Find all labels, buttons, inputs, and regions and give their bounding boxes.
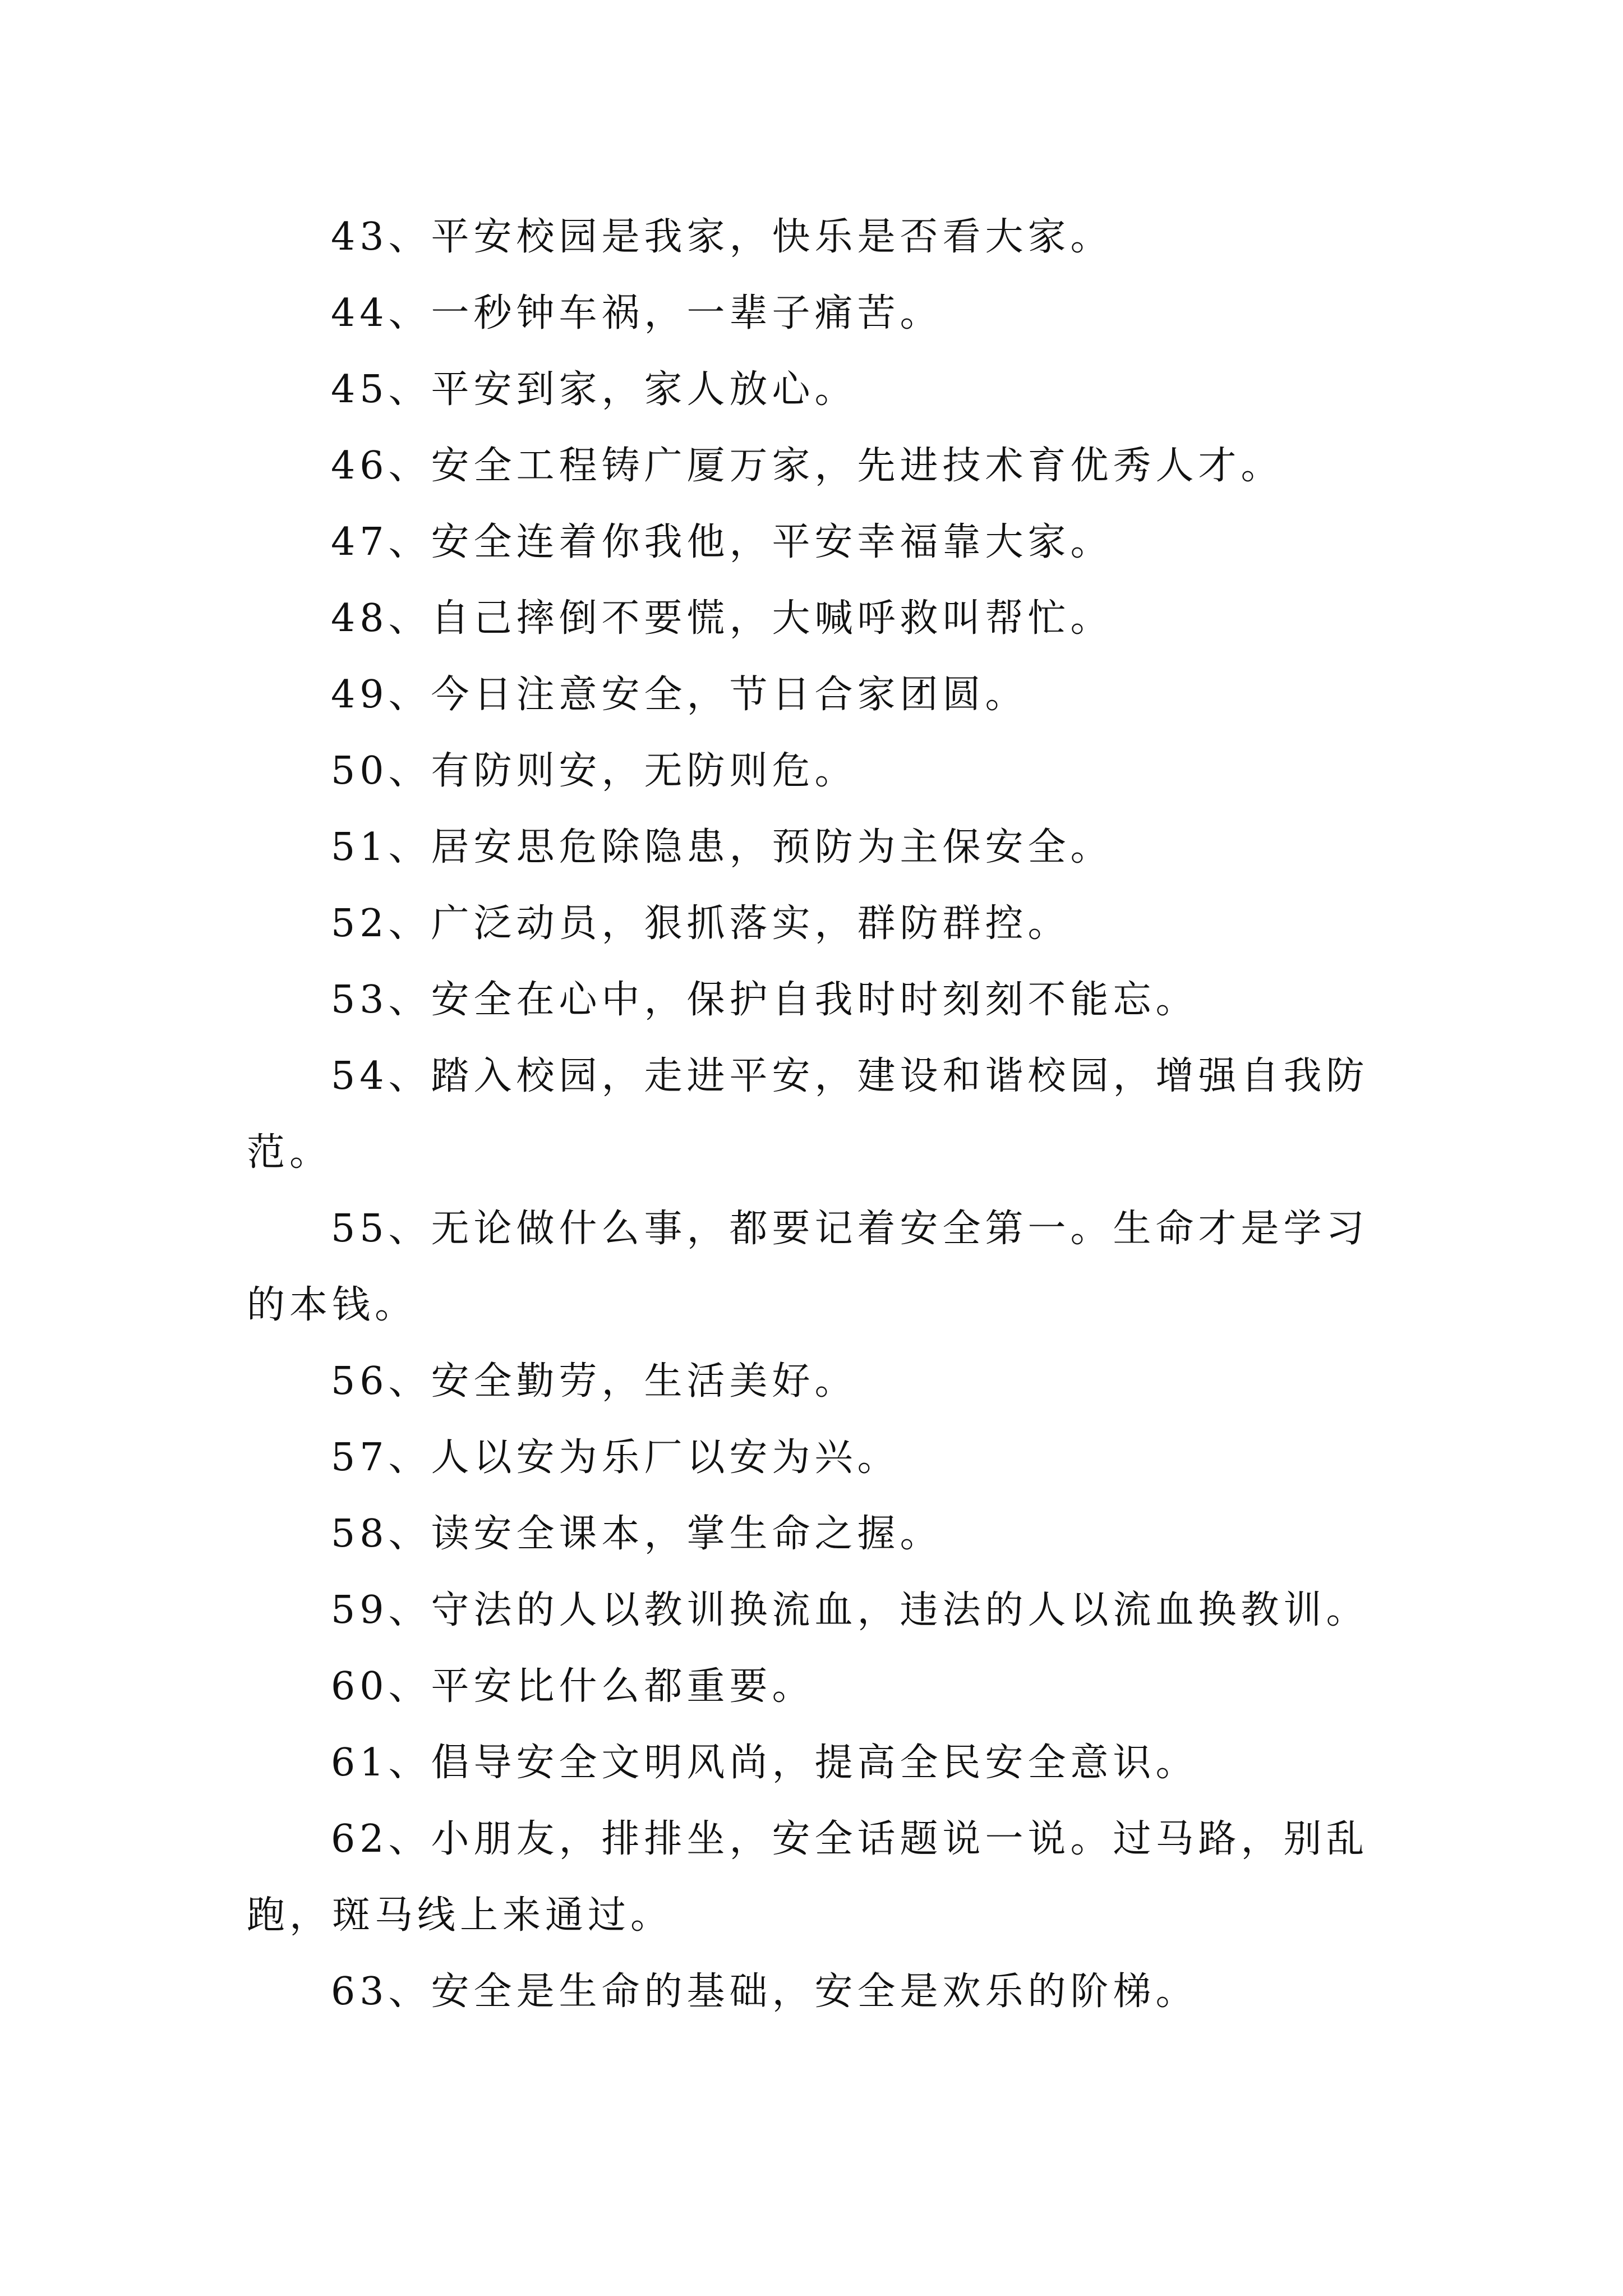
list-item: 43、平安校园是我家，快乐是否看大家。 bbox=[331, 215, 1113, 259]
list-item: 45、平安到家，家人放心。 bbox=[331, 367, 857, 412]
list-item: 62、小朋友，排排坐，安全话题说一说。过马路，别乱跑，斑马线上来通过。 bbox=[247, 1817, 1369, 1938]
list-item: 44、一秒钟车祸，一辈子痛苦。 bbox=[331, 291, 943, 335]
list-item: 46、安全工程铸广厦万家，先进技术育优秀人才。 bbox=[331, 444, 1284, 488]
slogan-list bbox=[247, 199, 1402, 2030]
list-item: 47、安全连着你我他，平安幸福靠大家。 bbox=[331, 520, 1113, 564]
list-item: 60、平安比什么都重要。 bbox=[331, 1664, 815, 1709]
list-item: 58、读安全课本，掌生命之握。 bbox=[331, 1512, 943, 1556]
list-item: 56、安全勤劳，生活美好。 bbox=[331, 1359, 857, 1404]
list-item: 59、守法的人以教训换流血，违法的人以流血换教训。 bbox=[331, 1588, 1369, 1632]
list-item: 61、倡导安全文明风尚，提高全民安全意识。 bbox=[331, 1741, 1198, 1785]
list-item: 53、安全在心中，保护自我时时刻刻不能忘。 bbox=[331, 978, 1198, 1022]
list-item: 63、安全是生命的基础，安全是欢乐的阶梯。 bbox=[331, 1970, 1198, 2014]
list-item: 48、自己摔倒不要慌，大喊呼救叫帮忙。 bbox=[331, 596, 1113, 641]
list-item: 49、今日注意安全，节日合家团圆。 bbox=[331, 673, 1028, 717]
list-item: 52、广泛动员，狠抓落实，群防群控。 bbox=[331, 901, 1071, 946]
list-item: 57、人以安为乐厂以安为兴。 bbox=[331, 1435, 900, 1480]
list-item: 50、有防则安，无防则危。 bbox=[331, 749, 857, 793]
list-item: 51、居安思危除隐患，预防为主保安全。 bbox=[331, 825, 1113, 869]
list-item: 55、无论做什么事，都要记着安全第一。生命才是学习的本钱。 bbox=[247, 1207, 1369, 1327]
list-item: 54、踏入校园，走进平安，建设和谐校园，增强自我防范。 bbox=[247, 1054, 1369, 1175]
